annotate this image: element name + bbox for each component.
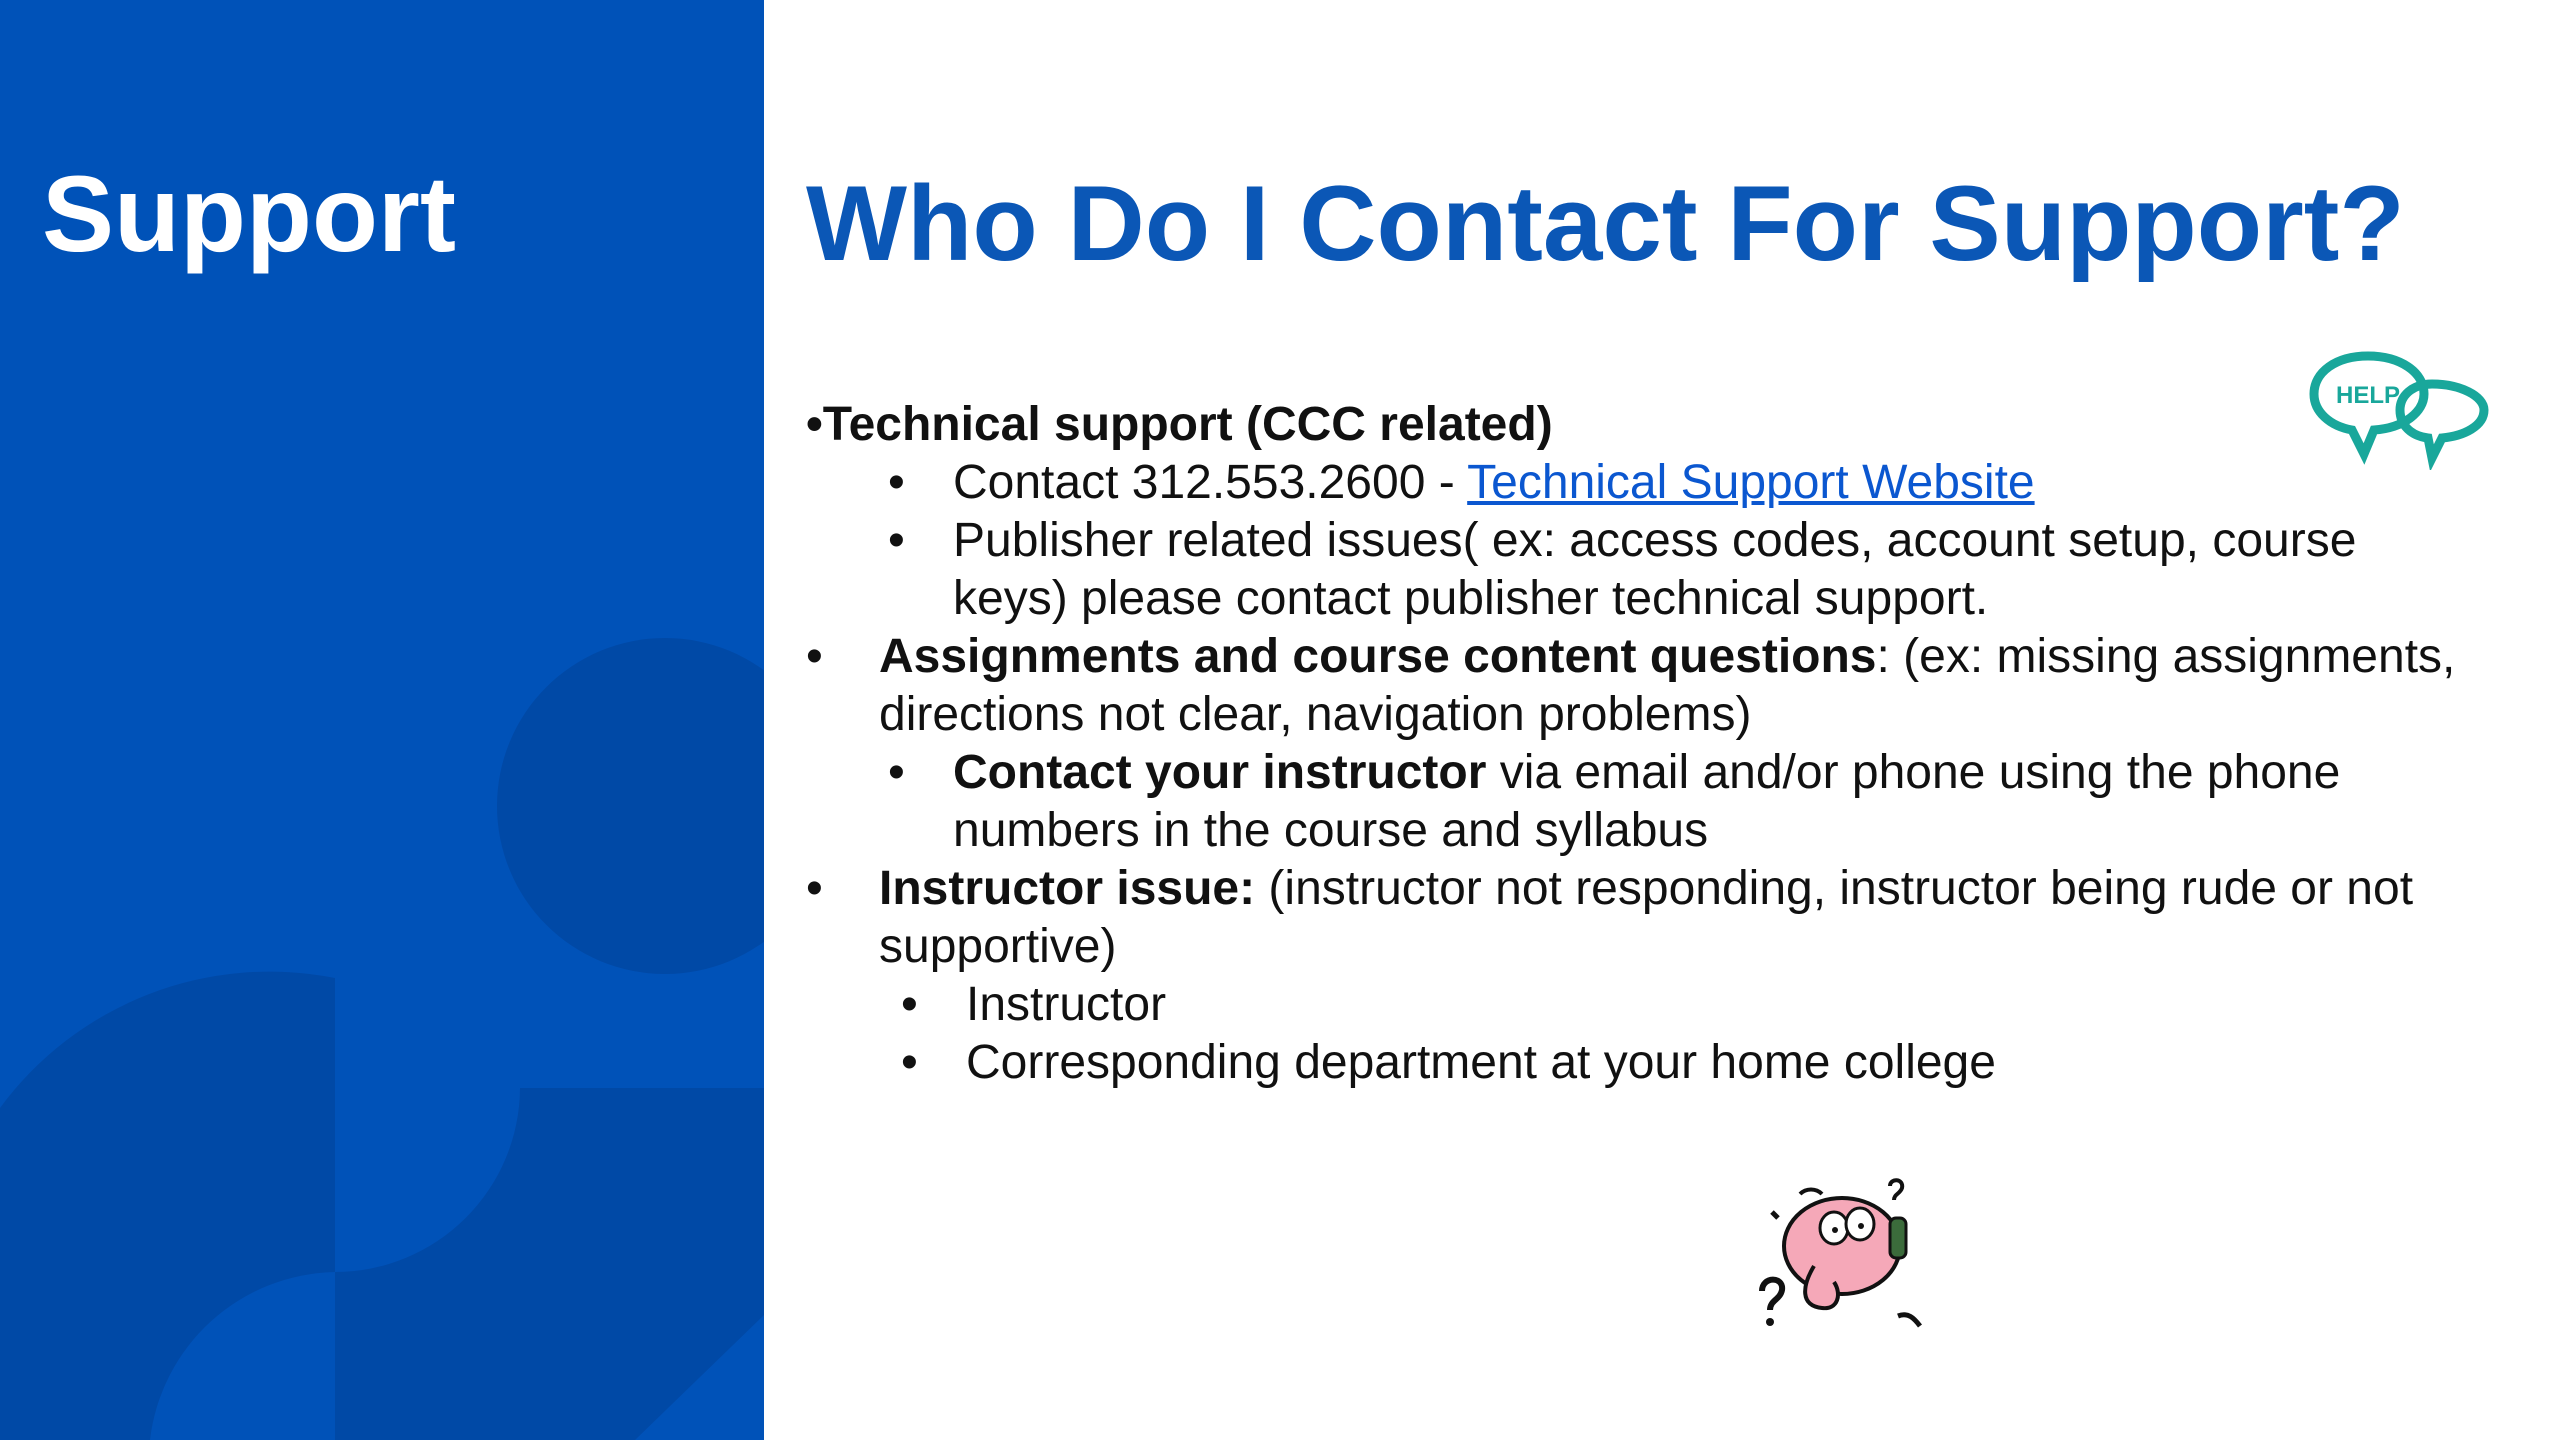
instructor-issue-text: (instructor not responding, instructor being rude or not	[1255, 862, 2414, 915]
publisher-text-line1: Publisher related issues( ex: access codes, account setup, course	[953, 514, 2357, 567]
decor-circle	[497, 638, 764, 974]
bullet: •	[888, 746, 905, 799]
instructor-issue-heading: Instructor issue:	[879, 862, 1256, 915]
bullet: •	[806, 862, 823, 915]
assignments-heading: Assignments and course content questions	[879, 630, 1877, 683]
bullet: •	[888, 456, 905, 509]
sidebar-panel	[0, 0, 764, 1440]
confused-person-on-phone-icon	[1742, 1176, 1942, 1346]
instructor-text: Instructor	[966, 978, 1167, 1031]
publisher-text-line2: keys) please contact publisher technical support.	[953, 572, 1989, 625]
contact-phone-text: Contact 312.553.2600 -	[953, 456, 1468, 509]
list-item-instructor-issue	[806, 860, 2496, 976]
contact-instructor-text: via email and/or phone using the phone	[1486, 746, 2341, 799]
contact-instructor-text-line2: numbers in the course and syllabus	[953, 804, 1709, 857]
bullet: •	[901, 978, 918, 1031]
list-item-contact-instructor	[806, 744, 2496, 860]
department-text: Corresponding department at your home college	[966, 1036, 1996, 1089]
contact-instructor-heading: Contact your instructor	[953, 746, 1487, 799]
bullet: •	[806, 630, 823, 683]
instructor-issue-text-line2: supportive)	[879, 920, 1117, 973]
technical-support-heading: •Technical support (CCC related)	[806, 398, 1553, 451]
list-item-assignments	[806, 628, 2496, 744]
assignments-text: : (ex: missing assignments,	[1876, 630, 2456, 683]
list-item-contact-phone	[806, 454, 2496, 512]
technical-support-website-link[interactable]: Technical Support Website	[1467, 456, 2035, 509]
slide-title: Who Do I Contact For Support?	[806, 163, 2405, 283]
sidebar-title: Support	[42, 153, 456, 274]
list-item-publisher	[806, 512, 2496, 628]
bullet: •	[888, 514, 905, 567]
list-item-technical-support	[806, 396, 2496, 454]
list-item-instructor	[806, 976, 2496, 1034]
list-item-department	[806, 1034, 2496, 1092]
assignments-text-line2: directions not clear, navigation problems)	[879, 688, 1752, 741]
bullet: •	[901, 1036, 918, 1089]
help-icon-label: HELP	[2335, 382, 2401, 409]
slide-body	[806, 396, 2496, 1092]
